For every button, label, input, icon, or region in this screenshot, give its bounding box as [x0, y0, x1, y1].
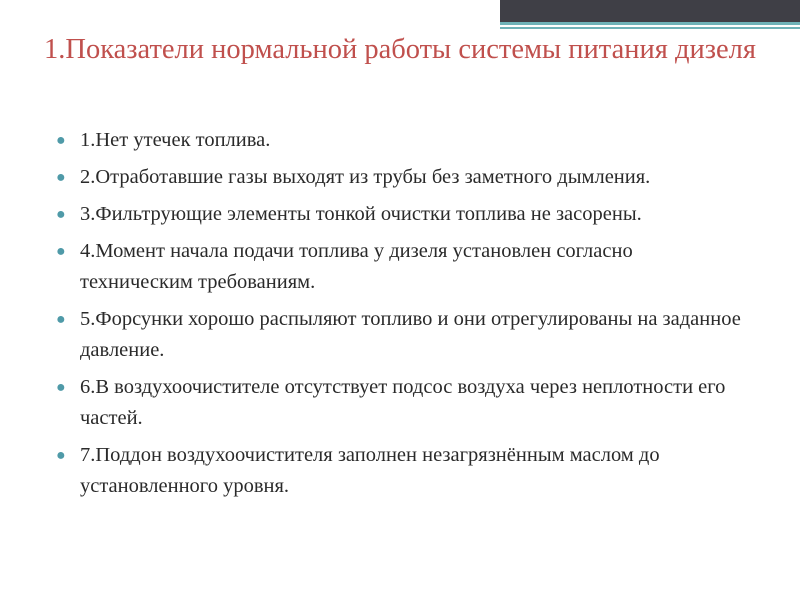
list-item-text: 7.Поддон воздухоочистителя заполнен незагрязнённым маслом до установленного уровня.	[80, 444, 660, 497]
list-item	[46, 236, 746, 298]
circle-bullet-icon: ●	[56, 243, 66, 260]
slide-title: 1.Показатели нормальной работы системы питания дизеля	[44, 34, 756, 65]
bullet-list	[46, 125, 746, 508]
list-item-text: 1.Нет утечек топлива.	[80, 129, 271, 151]
list-item	[46, 162, 746, 193]
list-item-text: 4.Момент начала подачи топлива у дизеля установлен согласно техническим требованиям.	[80, 240, 633, 293]
list-item-text: 3.Фильтрующие элементы тонкой очистки топлива не засорены.	[80, 203, 642, 225]
list-item	[46, 304, 746, 366]
circle-bullet-icon: ●	[56, 311, 66, 328]
circle-bullet-icon: ●	[56, 379, 66, 396]
circle-bullet-icon: ●	[56, 206, 66, 223]
circle-bullet-icon: ●	[56, 169, 66, 186]
circle-bullet-icon: ●	[56, 132, 66, 149]
list-item-text: 5.Форсунки хорошо распыляют топливо и они отрегулированы на заданное давление.	[80, 308, 741, 361]
decorative-accent-bar	[500, 0, 800, 32]
list-item-text: 2.Отработавшие газы выходят из трубы без заметного дымления.	[80, 166, 651, 188]
circle-bullet-icon: ●	[56, 447, 66, 464]
list-item	[46, 372, 746, 434]
list-item-text: 6.В воздухоочистителе отсутствует подсос воздуха через неплотности его частей.	[80, 376, 726, 429]
list-item	[46, 199, 746, 230]
list-item	[46, 125, 746, 156]
list-item	[46, 440, 746, 502]
